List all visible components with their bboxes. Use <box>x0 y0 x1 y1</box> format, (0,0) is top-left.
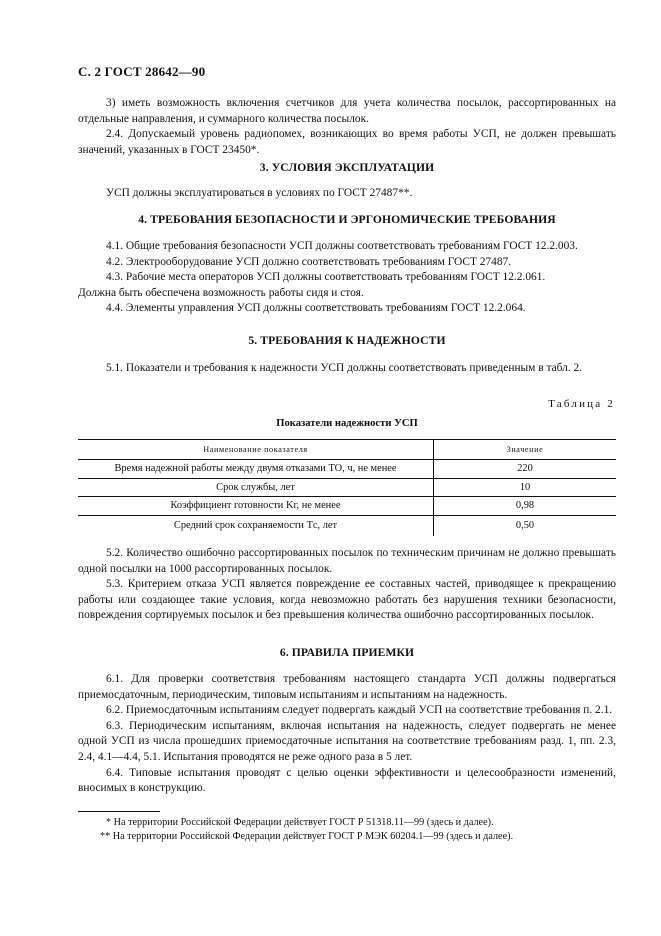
paragraph: 4.3. Рабочие места операторов УСП должны соответствовать требованиям ГОСТ 12.2.061. <box>106 271 546 284</box>
table-header-name: Наименование показателя <box>78 440 434 460</box>
table-row <box>78 460 616 479</box>
page-header: С. 2 ГОСТ 28642—90 <box>78 64 206 79</box>
paragraph: УСП должны эксплуатироваться в условиях по ГОСТ 27487**. <box>106 187 413 199</box>
paragraph: 3) иметь возможность включения счетчиков для учета количества посылок, рассортированных на отдельные направления, и суммарного количества посылок. <box>78 97 616 125</box>
paragraph: 2.4. Допускаемый уровень радиопомех, возникающих во время работы УСП, не должен превышать значений, указанных в ГОСТ 23450*. <box>78 128 616 156</box>
table-header-value: Значение <box>434 440 617 460</box>
paragraph: 6.3. Периодическим испытаниям, включая испытания на надежность, следует подвергать не менее одной УСП из числа прошедших приемосдаточные испытания на соответствие требованиям разд. 1, пп. 2.3, 2.4, 4.1—4.4, 5.1. Испытания проводятся не реже одного раза в 5 лет. <box>78 719 616 763</box>
table-number-label: Таблица 2 <box>548 398 615 410</box>
section-5-body <box>78 361 616 377</box>
section-4-body <box>78 239 616 317</box>
section-5-title: 5. ТРЕБОВАНИЯ К НАДЕЖНОСТИ <box>248 334 446 347</box>
table-title: Показатели надежности УСП <box>276 418 418 429</box>
table-cell-name: Средний срок сохраняемости Tс, лет <box>173 520 338 531</box>
table-cell-value: 220 <box>434 460 617 479</box>
footnote-divider <box>78 811 160 812</box>
footnote: ** На территории Российской Федерации действует ГОСТ Р МЭК 60204.1—99 (здесь и далее). <box>100 831 514 842</box>
footnote: * На территории Российской Федерации действует ГОСТ Р 51318.11—99 (здесь и далее). <box>106 817 494 828</box>
paragraph: 5.2. Количество ошибочно рассортированных посылок по техническим причинам не должно превышать одной посылки на 1000 рассортированных посылок. <box>78 547 616 575</box>
paragraph: 4.1. Общие требования безопасности УСП должны соответствовать требованиям ГОСТ 12.2.003. <box>106 240 578 252</box>
table-cell-value: 10 <box>434 478 617 497</box>
table-cell-name: Время надежной работы между двумя отказами ТО, ч, не менее <box>78 460 434 479</box>
section-6-title: 6. ПРАВИЛА ПРИЕМКИ <box>279 646 415 659</box>
section-3-body <box>78 186 616 202</box>
section-6-body <box>78 672 616 797</box>
section-5-continued <box>78 546 616 624</box>
reliability-table <box>78 439 616 536</box>
paragraph: 6.1. Для проверки соответствия требованиям настоящего стандарта УСП должны подвергаться приемосдаточным, периодическим, типовым испытаниям и испытаниям на надежность. <box>78 673 616 701</box>
paragraph: 6.2. Приемосдаточным испытаниям следует подвергать каждый УСП на соответствие требования п. 2.1. <box>106 704 613 717</box>
table-cell-name: Коэффициент готовности Kг, не менее <box>78 497 434 516</box>
footnotes <box>78 816 616 844</box>
section-4-title: 4. ТРЕБОВАНИЯ БЕЗОПАСНОСТИ И ЭРГОНОМИЧЕСКИЕ ТРЕБОВАНИЯ <box>138 213 556 226</box>
table-cell-value: 0,50 <box>434 515 617 536</box>
table-row <box>78 497 616 516</box>
paragraph: 5.1. Показатели и требования к надежности УСП должны соответствовать приведенным в табл. 2. <box>106 362 583 374</box>
paragraph: 6.4. Типовые испытания проводят с целью оценки эффективности и целесообразности изменений, вносимых в конструкцию. <box>78 766 616 795</box>
paragraph: 4.2. Электрооборудование УСП должно соответствовать требованиям ГОСТ 27487. <box>106 255 512 268</box>
section-3-title: 3. УСЛОВИЯ ЭКСПЛУАТАЦИИ <box>259 161 435 174</box>
table-cell-value: 0,98 <box>434 497 617 516</box>
paragraph: Должна быть обеспечена возможность работы сидя и стоя. <box>78 286 364 299</box>
table-row <box>78 478 616 497</box>
table-row <box>78 515 616 536</box>
table-cell-name: Срок службы, лет <box>78 478 434 497</box>
paragraph: 4.4. Элементы управления УСП должны соответствовать требованиям ГОСТ 12.2.064. <box>106 302 526 315</box>
intro-block <box>78 96 616 158</box>
paragraph: 5.3. Критерием отказа УСП является повреждение ее составных частей, приводящее к прекращению работы или создающее такие условия, когда невозможно работать без нарушения техники безопасности, повреждения сортируемых посылок и без превышения количества ошибочно рассортированных посылок. <box>78 578 616 622</box>
